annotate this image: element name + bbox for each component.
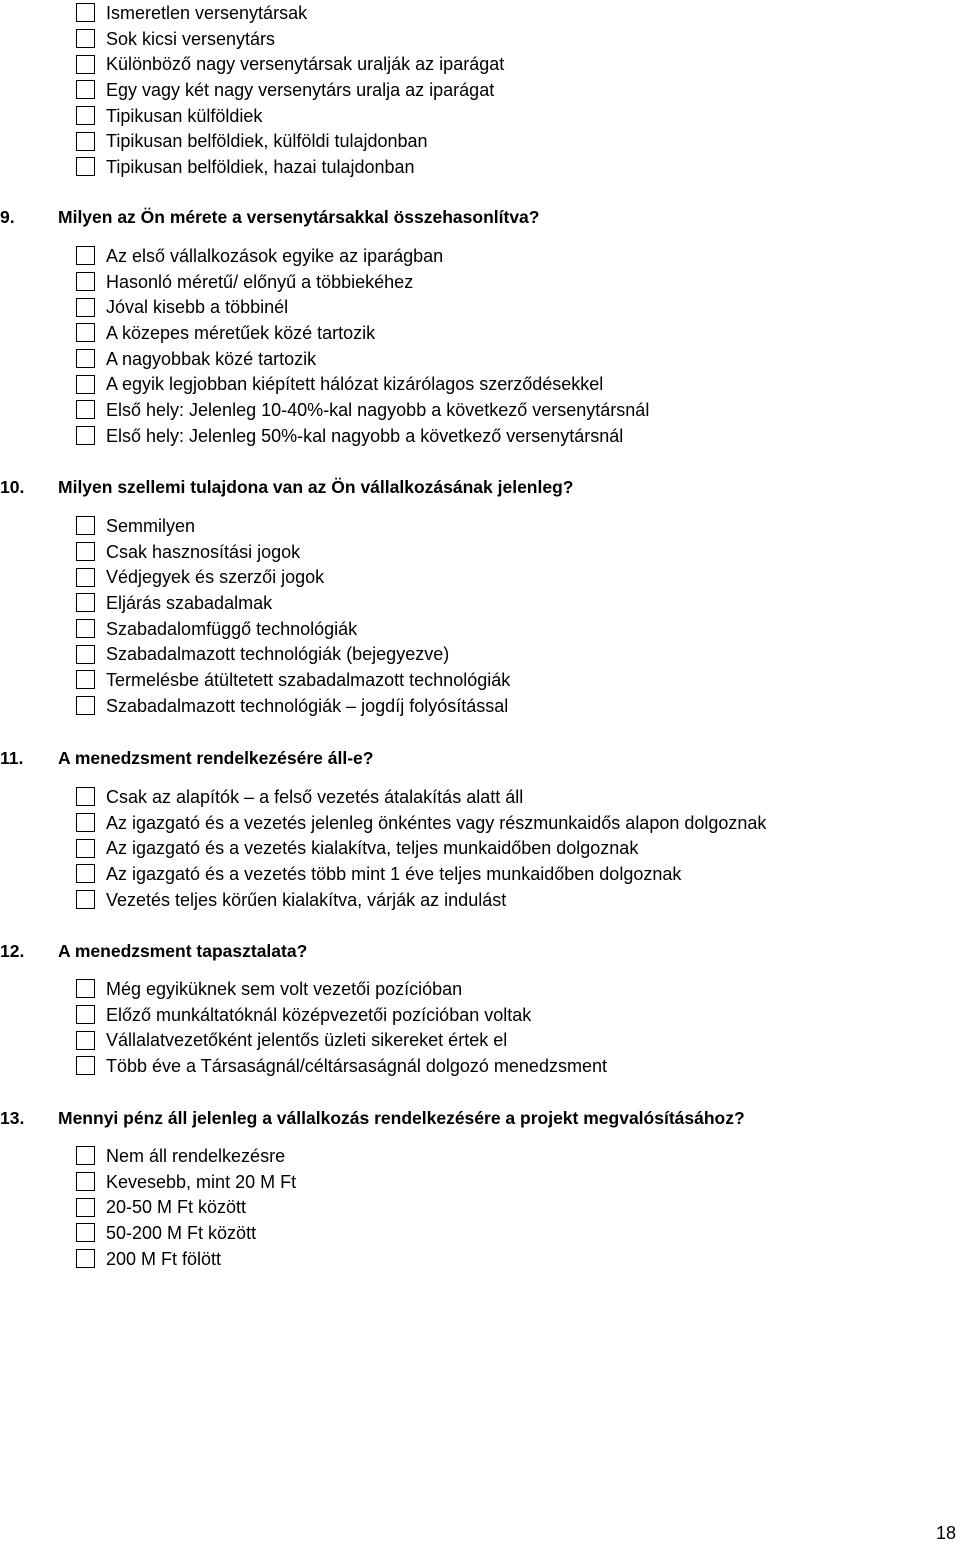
checkbox-icon[interactable] xyxy=(76,787,95,806)
checkbox-icon[interactable] xyxy=(76,516,95,535)
checkbox-icon[interactable] xyxy=(76,1056,95,1075)
q10-option[interactable] xyxy=(76,590,510,616)
checkbox-icon[interactable] xyxy=(76,839,95,858)
option-label: Több éve a Társaságnál/céltársaságnál dolgozó menedzsment xyxy=(106,1055,607,1076)
question-text: A menedzsment tapasztalata? xyxy=(58,941,308,961)
checkbox-icon[interactable] xyxy=(76,80,95,99)
option-label: Védjegyek és szerzői jogok xyxy=(106,567,325,588)
q9-option[interactable] xyxy=(76,397,649,423)
question-number: 11. xyxy=(0,748,24,768)
checkbox-icon[interactable] xyxy=(76,400,95,419)
option-label: Az igazgató és a vezetés jelenleg önkéntes vagy részmunkaidős alapon dolgoznak xyxy=(106,812,767,833)
question-number: 13. xyxy=(0,1108,25,1128)
checkbox-icon[interactable] xyxy=(76,1198,95,1217)
q8-option[interactable] xyxy=(76,154,504,180)
question-text: A menedzsment rendelkezésére áll-e? xyxy=(58,748,374,768)
q13-option[interactable] xyxy=(76,1246,296,1272)
checkbox-icon[interactable] xyxy=(76,375,95,394)
q9-options xyxy=(76,243,649,449)
q9-option[interactable] xyxy=(76,294,649,320)
q9-option[interactable] xyxy=(76,320,649,346)
q8-option[interactable] xyxy=(76,26,504,52)
option-label: Különböző nagy versenytársak uralják az iparágat xyxy=(106,54,505,75)
q10-option[interactable] xyxy=(76,693,510,719)
option-label: Első hely: Jelenleg 10-40%-kal nagyobb a következő versenytársnál xyxy=(106,399,650,420)
checkbox-icon[interactable] xyxy=(76,246,95,265)
q12-option[interactable] xyxy=(76,1053,607,1079)
option-label: Szabadalmazott technológiák – jogdíj folyósítással xyxy=(106,695,509,716)
option-label: Tipikusan belföldiek, külföldi tulajdonban xyxy=(106,131,428,152)
option-label: Jóval kisebb a többinél xyxy=(106,297,289,318)
question-13-heading xyxy=(0,1108,745,1129)
q12-option[interactable] xyxy=(76,1027,607,1053)
option-label: Szabadalomfüggő technológiák xyxy=(106,618,358,639)
question-9-heading xyxy=(0,207,539,228)
q11-option[interactable] xyxy=(76,861,766,887)
q13-option[interactable] xyxy=(76,1169,296,1195)
q10-option[interactable] xyxy=(76,539,510,565)
option-label: A nagyobbak közé tartozik xyxy=(106,348,317,369)
checkbox-icon[interactable] xyxy=(76,298,95,317)
checkbox-icon[interactable] xyxy=(76,132,95,151)
option-label: Az első vállalkozások egyike az iparágban xyxy=(106,245,444,266)
option-label: Előző munkáltatóknál középvezetői pozícióban voltak xyxy=(106,1004,532,1025)
checkbox-icon[interactable] xyxy=(76,696,95,715)
q9-option[interactable] xyxy=(76,346,649,372)
q11-option[interactable] xyxy=(76,784,766,810)
checkbox-icon[interactable] xyxy=(76,55,95,74)
checkbox-icon[interactable] xyxy=(76,323,95,342)
checkbox-icon[interactable] xyxy=(76,106,95,125)
q9-option[interactable] xyxy=(76,423,649,449)
q10-options xyxy=(76,513,510,719)
option-label: Semmilyen xyxy=(106,515,196,536)
question-12-heading xyxy=(0,941,307,962)
q9-option[interactable] xyxy=(76,371,649,397)
checkbox-icon[interactable] xyxy=(76,568,95,587)
option-label: Még egyiküknek sem volt vezetői pozícióban xyxy=(106,978,463,999)
checkbox-icon[interactable] xyxy=(76,670,95,689)
question-number: 10. xyxy=(0,477,25,497)
option-label: Nem áll rendelkezésre xyxy=(106,1145,286,1166)
question-number: 9. xyxy=(0,207,15,227)
option-label: Az igazgató és a vezetés kialakítva, teljes munkaidőben dolgoznak xyxy=(106,838,639,859)
checkbox-icon[interactable] xyxy=(76,593,95,612)
checkbox-icon[interactable] xyxy=(76,645,95,664)
option-label: 20-50 M Ft között xyxy=(106,1197,247,1218)
q9-option[interactable] xyxy=(76,243,649,269)
q10-option[interactable] xyxy=(76,513,510,539)
q10-option[interactable] xyxy=(76,641,510,667)
checkbox-icon[interactable] xyxy=(76,29,95,48)
q11-option[interactable] xyxy=(76,810,766,836)
q8-options xyxy=(76,0,504,180)
option-label: A egyik legjobban kiépített hálózat kizárólagos szerződésekkel xyxy=(106,374,604,395)
checkbox-icon[interactable] xyxy=(76,157,95,176)
question-text: Milyen szellemi tulajdona van az Ön vállalkozásának jelenleg? xyxy=(58,477,574,497)
option-label: Eljárás szabadalmak xyxy=(106,592,273,613)
checkbox-icon[interactable] xyxy=(76,1031,95,1050)
checkbox-icon[interactable] xyxy=(76,979,95,998)
checkbox-icon[interactable] xyxy=(76,426,95,445)
option-label: 50-200 M Ft között xyxy=(106,1222,257,1243)
checkbox-icon[interactable] xyxy=(76,619,95,638)
page-number: 18 xyxy=(935,1523,956,1543)
checkbox-icon[interactable] xyxy=(76,1249,95,1268)
q8-option[interactable] xyxy=(76,103,504,129)
checkbox-icon[interactable] xyxy=(76,890,95,909)
option-label: Ismeretlen versenytársak xyxy=(106,2,308,23)
option-label: Vezetés teljes körűen kialakítva, várják az indulást xyxy=(106,889,507,910)
q12-option[interactable] xyxy=(76,976,607,1002)
q13-option[interactable] xyxy=(76,1220,296,1246)
q9-option[interactable] xyxy=(76,269,649,295)
option-label: 200 M Ft fölött xyxy=(106,1248,222,1269)
q10-option[interactable] xyxy=(76,667,510,693)
checkbox-icon[interactable] xyxy=(76,1146,95,1165)
option-label: Kevesebb, mint 20 M Ft xyxy=(106,1171,297,1192)
option-label: Az igazgató és a vezetés több mint 1 éve teljes munkaidőben dolgoznak xyxy=(106,863,682,884)
question-text: Mennyi pénz áll jelenleg a vállalkozás rendelkezésére a projekt megvalósításához? xyxy=(58,1108,745,1128)
q12-option[interactable] xyxy=(76,1002,607,1028)
question-10-heading xyxy=(0,477,573,498)
option-label: Egy vagy két nagy versenytárs uralja az iparágat xyxy=(106,79,495,100)
option-label: Első hely: Jelenleg 50%-kal nagyobb a következő versenytársnál xyxy=(106,425,624,446)
q11-option[interactable] xyxy=(76,835,766,861)
question-number: 12. xyxy=(0,941,25,961)
checkbox-icon[interactable] xyxy=(76,349,95,368)
q13-options xyxy=(76,1143,296,1271)
option-label: Tipikusan belföldiek, hazai tulajdonban xyxy=(106,156,415,177)
q10-option[interactable] xyxy=(76,564,510,590)
q10-option[interactable] xyxy=(76,616,510,642)
checkbox-icon[interactable] xyxy=(76,1223,95,1242)
q11-options xyxy=(76,784,766,912)
q11-option[interactable] xyxy=(76,887,766,913)
checkbox-icon[interactable] xyxy=(76,272,95,291)
option-label: Csak az alapítók – a felső vezetés átalakítás alatt áll xyxy=(106,786,524,807)
q8-option[interactable] xyxy=(76,77,504,103)
question-text: Milyen az Ön mérete a versenytársakkal összehasonlítva? xyxy=(58,207,540,227)
option-label: Sok kicsi versenytárs xyxy=(106,28,276,49)
checkbox-icon[interactable] xyxy=(76,1005,95,1024)
q8-option[interactable] xyxy=(76,128,504,154)
q13-option[interactable] xyxy=(76,1143,296,1169)
q8-option[interactable] xyxy=(76,0,504,26)
q12-options xyxy=(76,976,607,1079)
checkbox-icon[interactable] xyxy=(76,3,95,22)
question-11-heading xyxy=(0,748,373,769)
q13-option[interactable] xyxy=(76,1194,296,1220)
checkbox-icon[interactable] xyxy=(76,1172,95,1191)
option-label: Csak hasznosítási jogok xyxy=(106,541,301,562)
option-label: Szabadalmazott technológiák (bejegyezve) xyxy=(106,644,450,665)
option-label: Vállalatvezetőként jelentős üzleti sikereket értek el xyxy=(106,1030,508,1051)
option-label: Termelésbe átültetett szabadalmazott technológiák xyxy=(106,669,511,690)
option-label: Hasonló méretű/ előnyű a többiekéhez xyxy=(106,271,414,292)
option-label: A közepes méretűek közé tartozik xyxy=(106,322,376,343)
checkbox-icon[interactable] xyxy=(76,542,95,561)
q8-option[interactable] xyxy=(76,51,504,77)
option-label: Tipikusan külföldiek xyxy=(106,105,263,126)
checkbox-icon[interactable] xyxy=(76,813,95,832)
checkbox-icon[interactable] xyxy=(76,864,95,883)
